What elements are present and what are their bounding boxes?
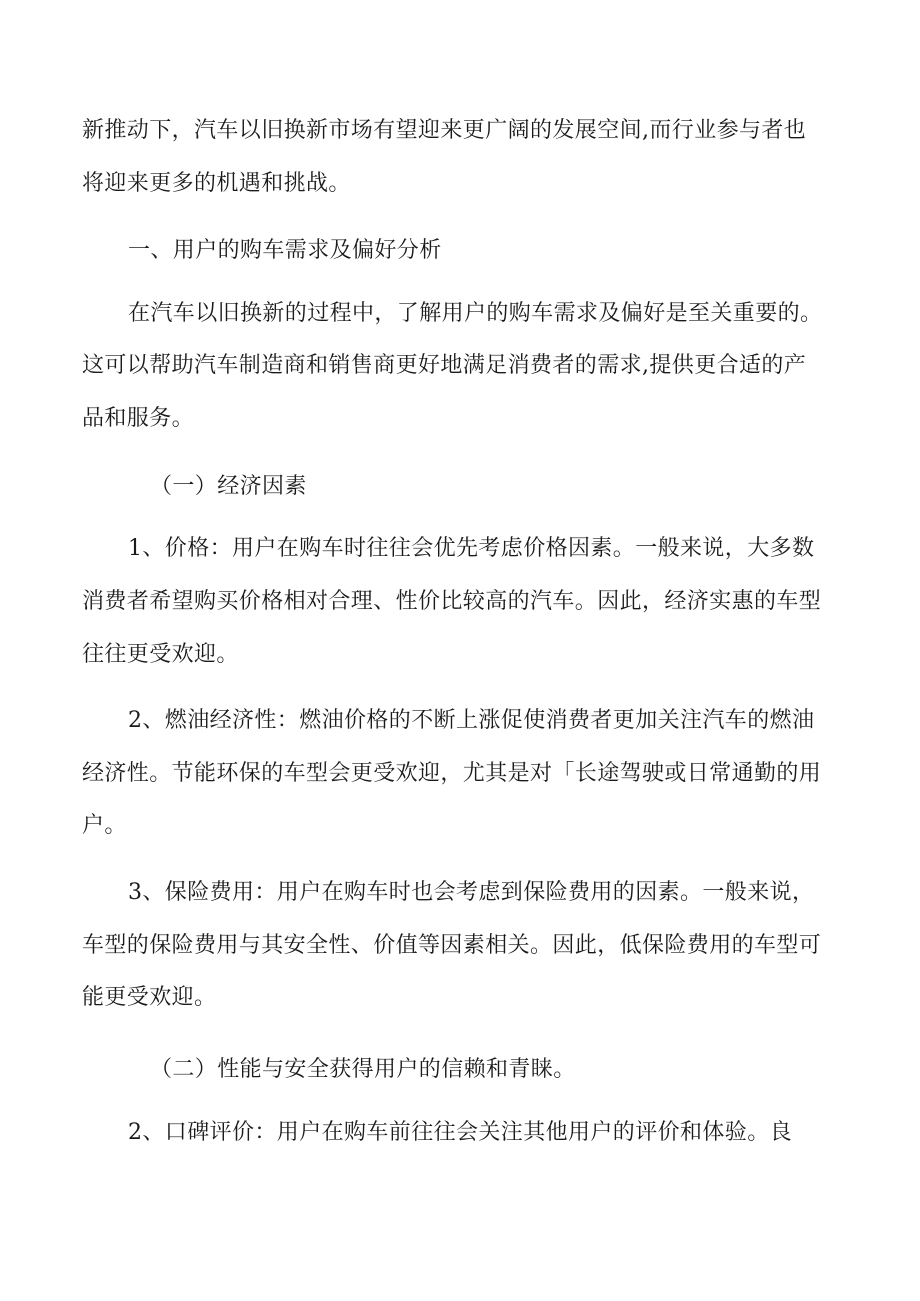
list-item-line: 户。 [82,813,127,838]
paragraph-line: 在汽车以旧换新的过程中，了解用户的购车需求及偏好是至关重要的。 [128,301,823,326]
subsection-heading: （一）经济因素 [150,474,307,499]
list-item-line: 往往更受欢迎。 [82,642,239,667]
list-item-line: 能更受欢迎。 [82,985,217,1010]
paragraph-line: 品和服务。 [82,406,195,431]
list-item-line: 消费者希望购买价格相对合理、性价比较高的汽车。因此，经济实惠的车型 [82,589,822,614]
list-item-line: 2、燃油经济性：燃油价格的不断上涨促使消费者更加关注汽车的燃油 [128,708,815,733]
paragraph-line: 新推动下，汽车以旧换新市场有望迎来更广阔的发展空间,而行业参与者也 [82,118,807,143]
paragraph-line: 这可以帮助汽车制造商和销售商更好地满足消费者的需求,提供更合适的产 [82,353,807,378]
paragraph-line: 将迎来更多的机遇和挑战。 [82,171,351,196]
list-item-line: 2、口碑评价：用户在购车前往往会关注其他用户的评价和体验。良 [128,1120,792,1145]
list-item-line: 车型的保险费用与其安全性、价值等因素相关。因此，低保险费用的车型可 [82,933,822,958]
list-item-line: 经济性。节能环保的车型会更受欢迎，尤其是对「长途驾驶或日常通勤的用 [82,761,822,786]
subsection-heading: （二）性能与安全获得用户的信赖和青睐。 [150,1057,576,1082]
list-item-line: 1、价格：用户在购车时往往会优先考虑价格因素。一般来说，大多数 [128,536,815,561]
list-item-line: 3、保险费用：用户在购车时也会考虑到保险费用的因素。一般来说， [128,880,815,905]
section-heading: 一、用户的购车需求及偏好分析 [128,238,442,263]
